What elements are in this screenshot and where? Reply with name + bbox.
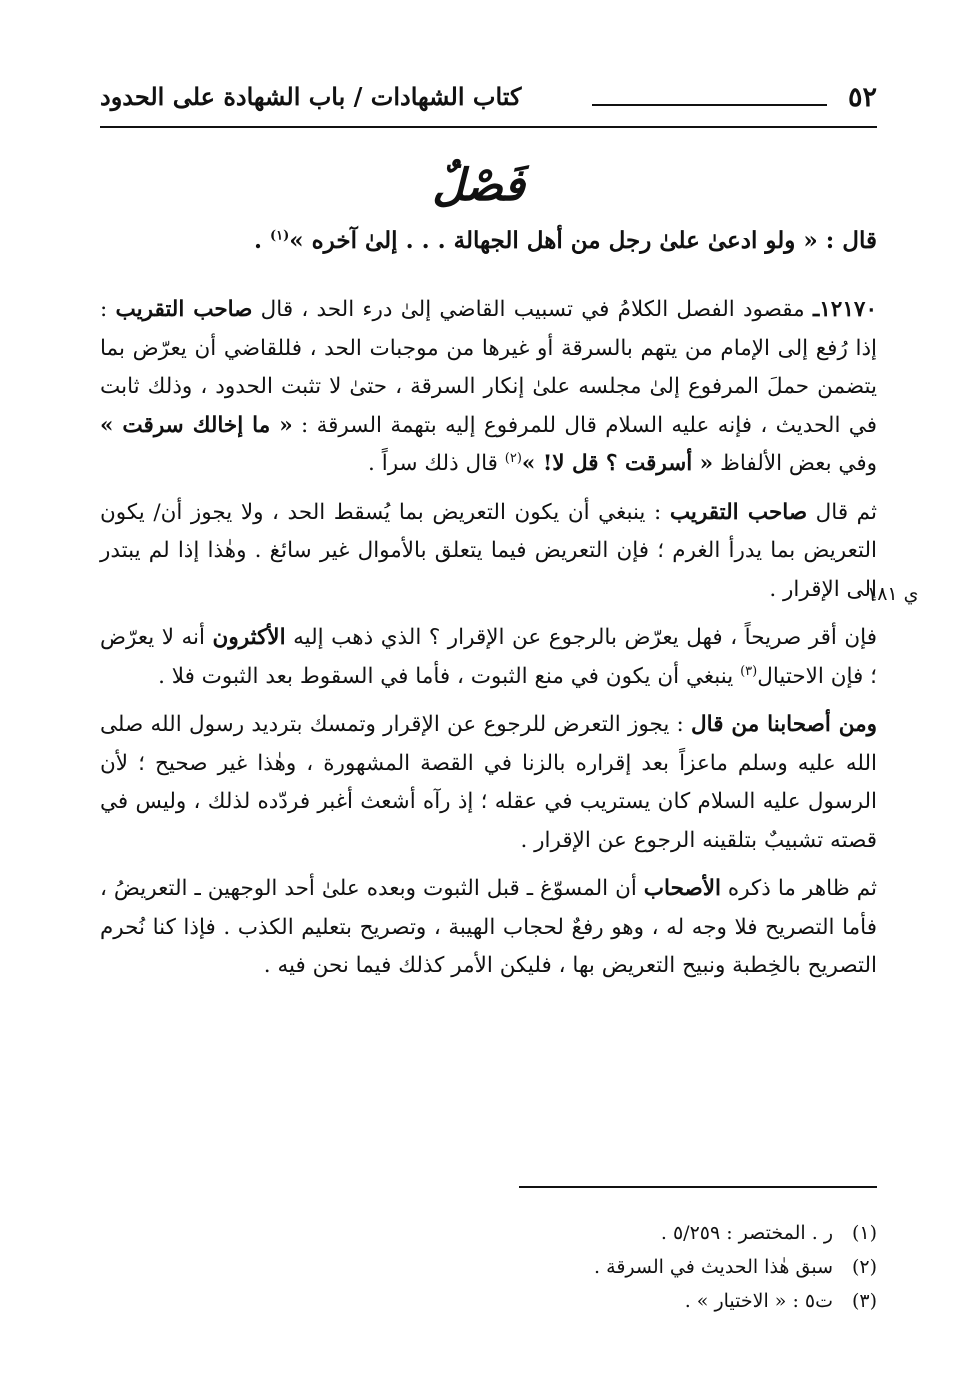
bold-term: ومن أصحابنا من قال: [691, 712, 878, 737]
footnotes: [177, 1216, 877, 1318]
paragraph-text: مقصود الفصل الكلامُ في تسبيب القاضي إلىٰ درء الحد ، قال: [252, 297, 813, 322]
main-text: [100, 291, 877, 986]
quote-end: .: [253, 227, 270, 254]
issue-number: ١٢١٧٠ـ: [812, 297, 877, 322]
footnote-text: ر . المختصر : ٥/٢٥٩ .: [660, 1222, 833, 1244]
hadith-quote: « ما إخالك سرقت »: [100, 412, 293, 438]
paragraph-4: [100, 706, 877, 860]
paragraph-5: [100, 870, 877, 986]
footnote-text: ت٥ : « الاختيار » .: [684, 1290, 833, 1312]
hadith-quote: « أسرقت ؟ قل لا! »: [521, 451, 714, 476]
paragraph-text: أن المسوّغ ـ قبل الثبوت وبعده علىٰ أحد الوجهين ـ التعريضُ ، فأما التصريح فلا وجه له ، وهو رفعٌ لحجاب الهيبة ، وتصريح بتعليم الكذب . فإذا كنا نُحرم التصريح بالخِطبة ونبيح التعريض بها ، فليكن الأمر كذلك فيما نحن فيه .: [100, 876, 877, 978]
margin-manuscript-ref: [867, 583, 947, 605]
paragraph-text: ثم قال: [807, 499, 877, 525]
footnote-ref-2: (٢): [504, 450, 522, 466]
paragraph-text: وفي بعض الألفاظ: [713, 451, 877, 476]
page-number: ٥٢: [847, 82, 877, 113]
paragraph-text: فإن أقر صريحاً ، فهل يعرّض بالرجوع عن الإقرار ؟ الذي ذهب إليه: [285, 625, 877, 650]
bold-term: صاحب التقريب: [115, 297, 253, 322]
bold-term: الأكثرون: [212, 625, 286, 650]
page-header: [100, 82, 877, 128]
paragraph-text: ينبغي أن يكون في منع الثبوت ، فأما في السقوط بعد الثبوت فلا .: [158, 663, 741, 689]
bold-term: صاحب التقريب: [669, 499, 808, 525]
paragraph-text: : يجوز التعرض للرجوع عن الإقرار وتمسك بترديد رسول الله صلى الله عليه وسلم ماعزاً بعد إقراره بالزنا في القصة المشهورة ، وهٰذا غير صحيح ؛ لأن الرسول عليه السلام كان يستريب في عقله ؛ إذ رآه أشعث أغبر فردّده لذلك ، وليس في قصته تشبيبٌ بتلقينه الرجوع عن الإقرار .: [100, 712, 877, 853]
header-rule: [592, 104, 827, 106]
footnote: [177, 1284, 877, 1318]
section-title: فَصْلٌ: [432, 160, 525, 211]
paragraph-text: أنه لا يعرّض ؛ فإن الاحتيال: [100, 625, 877, 689]
quoted-text: [100, 222, 877, 261]
paragraph-1: [100, 291, 877, 484]
footnote-number: (٢): [851, 1256, 877, 1278]
paragraph-text: : إذا رُفع إلى الإمام من يتهم بالسرقة أو غيرها من موجبات الحد ، فللقاضي أن يعرّض بما يتضمن حملَ المرفوع إلىٰ مجلسه علىٰ إنكار السرقة ، حتىٰ لا تثبت الحدود ، وذلك ثابت في الحديث ، فإنه عليه السلام قال للمرفوع إليه بتهمة السرقة :: [100, 297, 877, 438]
paragraph-text: : ينبغي أن يكون التعريض بما يُسقط الحد ، ولا يجوز أن/ يكون التعريض بما يدرأ الغرم ؛ فإن التعريض فيما يتعلق بالأموال غير سائغ . وهٰذا إذا لم يبتدر إلى الإقرار .: [100, 499, 877, 602]
footnote: [177, 1250, 877, 1284]
footnote-number: (٣): [851, 1290, 877, 1312]
footnote-ref-1: (١): [269, 228, 290, 244]
footnote: [177, 1216, 877, 1250]
footnote-number: (١): [851, 1222, 877, 1244]
paragraph-2: [100, 494, 877, 610]
running-title: كتاب الشهادات / باب الشهادة على الحدود: [100, 82, 522, 111]
footnote-divider: [519, 1186, 877, 1188]
paragraph-text: ثم ظاهر ما ذكره: [720, 876, 877, 901]
footnote-ref-3: (٣): [740, 663, 758, 679]
margin-note-text: ي ١٨١: [867, 583, 919, 605]
bold-term: الأصحاب: [643, 876, 721, 901]
quote-body: قال : « ولو ادعىٰ علىٰ رجل من أهل الجهالة . . . إلىٰ آخره »: [289, 227, 877, 254]
paragraph-text: قال ذلك سراً .: [368, 451, 505, 476]
footnote-text: سبق هٰذا الحديث في السرقة .: [594, 1256, 833, 1278]
paragraph-3: [100, 619, 877, 696]
